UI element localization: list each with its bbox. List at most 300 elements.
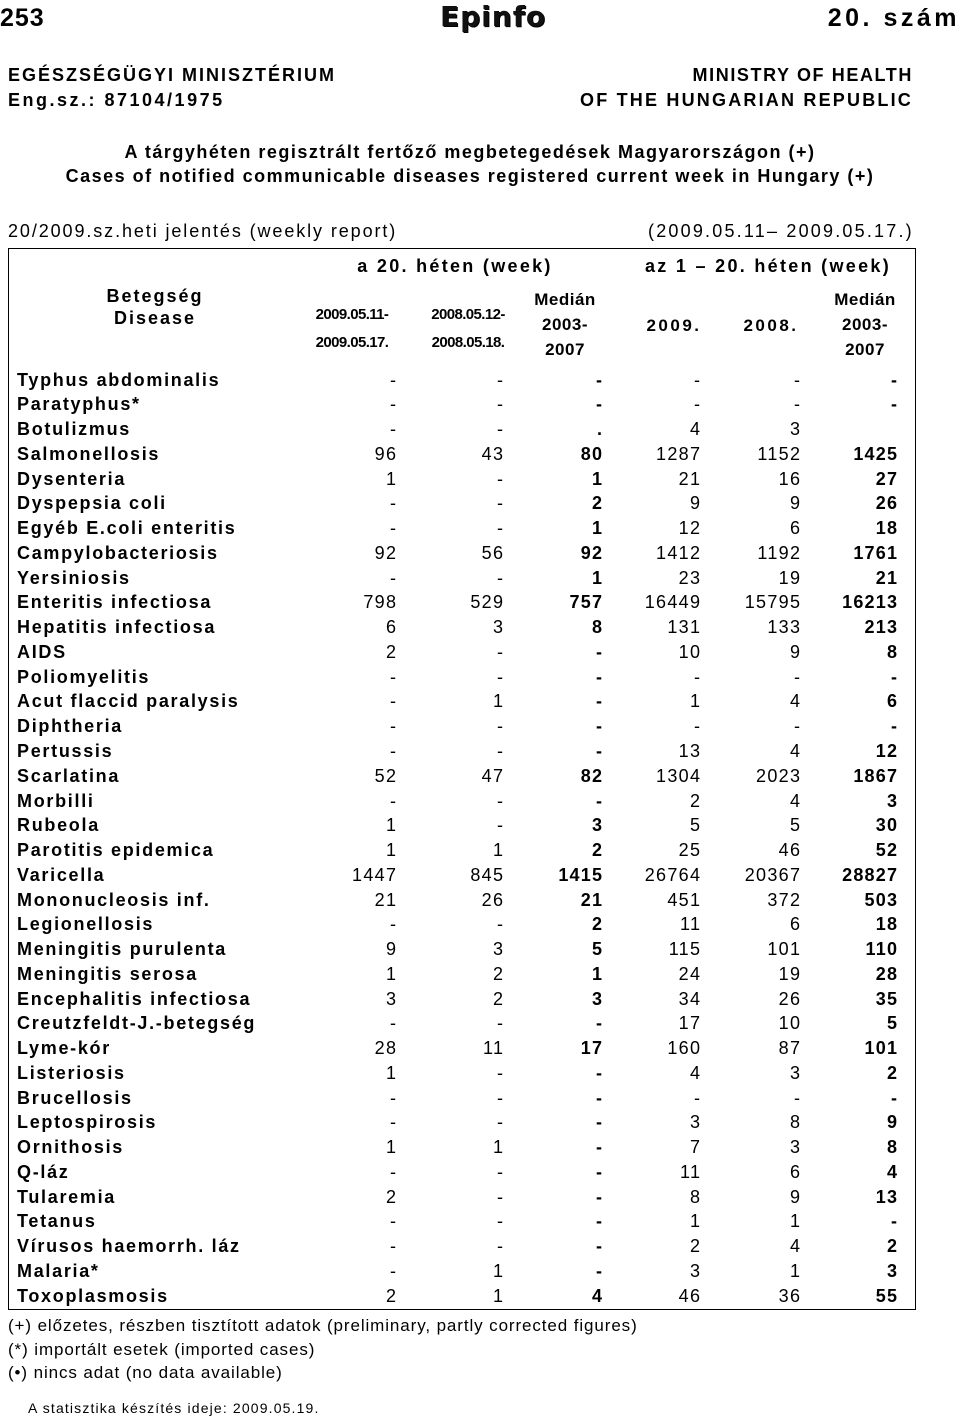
table-row bbox=[0, 962, 960, 987]
cases-week-2008-cell: - bbox=[497, 716, 505, 737]
cases-week-2008-cell: - bbox=[497, 1087, 505, 1108]
cases-cumulative-2009-cell: 11 bbox=[680, 1161, 702, 1182]
cases-week-2009-cell: 1 bbox=[385, 963, 398, 984]
median-cumulative-2003-2007-cell: 503 bbox=[864, 889, 899, 910]
issue-number: 20. szám bbox=[827, 4, 960, 32]
cases-week-2008-cell: 1 bbox=[492, 1285, 505, 1306]
median-cumulative-2003-2007-cell: 3 bbox=[886, 1260, 899, 1281]
median-cumulative-2003-2007-cell: 1867 bbox=[853, 765, 899, 786]
cases-cumulative-2008-cell: 87 bbox=[778, 1038, 802, 1059]
table-row bbox=[0, 417, 960, 442]
median-week-2003-2007-cell: 80 bbox=[580, 443, 604, 464]
disease-name: Dyspepsia coli bbox=[17, 493, 167, 514]
cases-week-2008-cell: 47 bbox=[481, 765, 505, 786]
cases-cumulative-2009-cell: 3 bbox=[689, 1260, 702, 1281]
disease-name: AIDS bbox=[17, 641, 67, 662]
cases-week-2009-cell: - bbox=[390, 914, 398, 935]
cases-cumulative-2008-cell: - bbox=[794, 369, 802, 390]
cases-week-2009-cell: - bbox=[390, 518, 398, 539]
table-row bbox=[0, 1160, 960, 1185]
median-cumulative-2003-2007-cell: 9 bbox=[886, 1112, 899, 1133]
cases-week-2008-cell: - bbox=[497, 666, 505, 687]
cases-week-2008-cell: - bbox=[497, 1236, 505, 1257]
cases-cumulative-2009-cell: - bbox=[694, 666, 702, 687]
median-week-2003-2007-cell: 5 bbox=[591, 939, 604, 960]
median-week-2003-2007-cell: - bbox=[595, 1112, 604, 1133]
disease-name: Typhus abdominalis bbox=[17, 369, 221, 390]
median-cumulative-2003-2007-cell: 16213 bbox=[842, 592, 899, 613]
cases-cumulative-2008-cell: 6 bbox=[789, 518, 802, 539]
cases-cumulative-2008-cell: 372 bbox=[767, 889, 802, 910]
median-week-2003-2007-cell: 3 bbox=[591, 815, 604, 836]
median-cumulative-2003-2007-cell: 52 bbox=[875, 840, 899, 861]
header-cumulative-median-from: 2003- bbox=[842, 315, 888, 334]
cases-cumulative-2008-cell: 1152 bbox=[757, 443, 802, 464]
disease-name: Hepatitis infectiosa bbox=[17, 617, 217, 638]
median-week-2003-2007-cell: 757 bbox=[569, 592, 604, 613]
cases-week-2009-cell: 6 bbox=[385, 617, 398, 638]
table-row bbox=[0, 789, 960, 814]
disease-name: Listeriosis bbox=[17, 1062, 126, 1083]
table-row bbox=[0, 392, 960, 417]
cases-cumulative-2009-cell: 25 bbox=[678, 840, 702, 861]
disease-name: Rubeola bbox=[17, 815, 100, 836]
median-cumulative-2003-2007-cell: - bbox=[890, 666, 899, 687]
median-week-2003-2007-cell: - bbox=[595, 369, 604, 390]
cases-week-2009-cell: - bbox=[390, 666, 398, 687]
median-cumulative-2003-2007-cell: 28 bbox=[875, 963, 899, 984]
disease-name: Tetanus bbox=[17, 1211, 97, 1232]
median-week-2003-2007-cell: - bbox=[595, 716, 604, 737]
cases-week-2009-cell: 2 bbox=[385, 1186, 398, 1207]
cases-cumulative-2008-cell: 26 bbox=[778, 988, 802, 1009]
cases-week-2008-cell: - bbox=[497, 394, 505, 415]
cases-week-2008-cell: 43 bbox=[481, 443, 505, 464]
cases-week-2008-cell: - bbox=[497, 1112, 505, 1133]
median-week-2003-2007-cell: - bbox=[595, 691, 604, 712]
disease-name: Meningitis purulenta bbox=[17, 939, 228, 960]
cases-cumulative-2009-cell: 2 bbox=[689, 1236, 702, 1257]
median-week-2003-2007-cell: 92 bbox=[580, 542, 604, 563]
median-week-2003-2007-cell: 17 bbox=[580, 1038, 604, 1059]
cases-week-2008-cell: 2 bbox=[492, 988, 505, 1009]
table-row bbox=[0, 467, 960, 492]
cases-week-2008-cell: 529 bbox=[470, 592, 505, 613]
median-week-2003-2007-cell: 1 bbox=[591, 963, 604, 984]
disease-name: Campylobacteriosis bbox=[17, 542, 219, 563]
cases-week-2009-cell: 1 bbox=[385, 840, 398, 861]
median-cumulative-2003-2007-cell: 3 bbox=[886, 790, 899, 811]
header-week-2008-end: 2008.05.18. bbox=[431, 334, 505, 351]
median-cumulative-2003-2007-cell: - bbox=[890, 1087, 899, 1108]
note-preliminary: (+) előzetes, részben tisztított adatok (preliminary, partly corrected figures) bbox=[8, 1316, 638, 1335]
epinfo-logo: Epinfo bbox=[440, 0, 547, 33]
cases-week-2009-cell: 21 bbox=[374, 889, 398, 910]
cases-week-2008-cell: 845 bbox=[470, 864, 505, 885]
cases-week-2008-cell: - bbox=[497, 1161, 505, 1182]
median-cumulative-2003-2007-cell: 13 bbox=[875, 1186, 899, 1207]
table-row bbox=[0, 937, 960, 962]
cases-week-2009-cell: 96 bbox=[374, 443, 398, 464]
cases-week-2009-cell: 9 bbox=[385, 939, 398, 960]
cases-cumulative-2009-cell: 1287 bbox=[656, 443, 702, 464]
table-row bbox=[0, 912, 960, 937]
cases-week-2009-cell: - bbox=[390, 716, 398, 737]
median-cumulative-2003-2007-cell: 101 bbox=[864, 1038, 899, 1059]
median-week-2003-2007-cell: - bbox=[595, 1062, 604, 1083]
cases-cumulative-2008-cell: 10 bbox=[778, 1013, 802, 1034]
disease-name: Dysenteria bbox=[17, 468, 127, 489]
cases-week-2009-cell: 1 bbox=[385, 815, 398, 836]
median-week-2003-2007-cell: 2 bbox=[591, 493, 604, 514]
cases-cumulative-2008-cell: 9 bbox=[789, 641, 802, 662]
median-week-2003-2007-cell: - bbox=[595, 1087, 604, 1108]
note-no-data: (•) nincs adat (no data available) bbox=[8, 1363, 283, 1382]
cases-cumulative-2009-cell: 160 bbox=[667, 1038, 702, 1059]
table-row bbox=[0, 714, 960, 739]
disease-name: Vírusos haemorrh. láz bbox=[17, 1236, 241, 1257]
median-cumulative-2003-2007-cell: - bbox=[890, 394, 899, 415]
median-week-2003-2007-cell: - bbox=[595, 1236, 604, 1257]
registration-number: Eng.sz.: 87104/1975 bbox=[8, 90, 225, 110]
median-cumulative-2003-2007-cell: 26 bbox=[875, 493, 899, 514]
report-period: (2009.05.11– 2009.05.17.) bbox=[648, 221, 914, 241]
cases-week-2009-cell: - bbox=[390, 419, 398, 440]
cases-cumulative-2008-cell: 1192 bbox=[757, 542, 802, 563]
disease-name: Diphtheria bbox=[17, 716, 124, 737]
table-row bbox=[0, 491, 960, 516]
disease-name: Enteritis infectiosa bbox=[17, 592, 213, 613]
median-cumulative-2003-2007-cell: 12 bbox=[875, 741, 899, 761]
median-cumulative-2003-2007-cell: 8 bbox=[886, 1137, 899, 1158]
cases-cumulative-2009-cell: 7 bbox=[689, 1137, 702, 1158]
table-row bbox=[0, 615, 960, 640]
cases-cumulative-2008-cell: 4 bbox=[789, 1236, 802, 1257]
disease-name: Encephalitis infectiosa bbox=[17, 988, 252, 1009]
cases-week-2009-cell: - bbox=[390, 1087, 398, 1108]
cases-cumulative-2008-cell: 8 bbox=[789, 1112, 802, 1133]
median-week-2003-2007-cell: - bbox=[595, 1161, 604, 1182]
ministry-name-hu: EGÉSZSÉGÜGYI MINISZTÉRIUM bbox=[8, 65, 337, 85]
table-row bbox=[0, 1135, 960, 1160]
cases-week-2009-cell: - bbox=[390, 369, 398, 390]
cases-cumulative-2009-cell: 1412 bbox=[656, 542, 702, 563]
cases-week-2009-cell: - bbox=[390, 1013, 398, 1034]
cases-cumulative-2009-cell: - bbox=[694, 716, 702, 737]
table-row bbox=[0, 888, 960, 913]
cases-week-2009-cell: - bbox=[390, 394, 398, 415]
cases-cumulative-2009-cell: 115 bbox=[668, 939, 702, 960]
page-number: 253 bbox=[0, 4, 45, 32]
median-cumulative-2003-2007-cell: 4 bbox=[886, 1161, 899, 1182]
cases-cumulative-2008-cell: 6 bbox=[789, 914, 802, 935]
cases-week-2008-cell: 26 bbox=[481, 889, 505, 910]
cases-cumulative-2009-cell: 13 bbox=[678, 741, 702, 761]
header-cumulative-median-to: 2007 bbox=[845, 340, 885, 359]
header-cumulative-median-label: Medián bbox=[834, 290, 896, 309]
cases-week-2008-cell: 2 bbox=[492, 963, 505, 984]
table-row bbox=[0, 665, 960, 690]
table-row bbox=[0, 1086, 960, 1111]
disease-name: Parotitis epidemica bbox=[17, 840, 215, 861]
header-week-2009-start: 2009.05.11- bbox=[315, 306, 389, 323]
cases-cumulative-2009-cell: 24 bbox=[678, 963, 702, 984]
disease-name: Malaria* bbox=[17, 1260, 100, 1281]
median-week-2003-2007-cell: 2 bbox=[591, 840, 604, 861]
disease-name: Brucellosis bbox=[17, 1087, 133, 1108]
cases-cumulative-2008-cell: - bbox=[794, 716, 802, 737]
disease-name: Leptospirosis bbox=[17, 1112, 158, 1133]
cases-cumulative-2008-cell: 20367 bbox=[744, 864, 802, 885]
cases-week-2009-cell: 1 bbox=[385, 1137, 398, 1158]
table-row bbox=[0, 764, 960, 789]
table-row bbox=[0, 1209, 960, 1234]
cases-cumulative-2008-cell: 19 bbox=[778, 963, 802, 984]
median-cumulative-2003-2007-cell: 18 bbox=[875, 518, 899, 539]
table-row bbox=[0, 590, 960, 615]
cases-week-2009-cell: 92 bbox=[374, 542, 398, 563]
cases-week-2009-cell: 28 bbox=[374, 1038, 398, 1059]
cases-week-2008-cell: - bbox=[497, 567, 505, 588]
cases-cumulative-2009-cell: 21 bbox=[678, 468, 702, 489]
cases-cumulative-2008-cell: 4 bbox=[789, 691, 802, 712]
cases-cumulative-2008-cell: 36 bbox=[778, 1285, 802, 1306]
cases-week-2008-cell: - bbox=[497, 1211, 505, 1232]
cases-cumulative-2009-cell: 12 bbox=[678, 518, 702, 539]
median-week-2003-2007-cell: 1 bbox=[591, 518, 604, 539]
table-row bbox=[0, 863, 960, 888]
header-cumulative-2009: 2009. bbox=[646, 316, 702, 335]
median-week-2003-2007-cell: - bbox=[595, 394, 604, 415]
header-week-median-to: 2007 bbox=[545, 340, 585, 359]
cases-cumulative-2008-cell: 9 bbox=[789, 493, 802, 514]
table-row bbox=[0, 1011, 960, 1036]
cases-week-2008-cell: - bbox=[497, 468, 505, 489]
table-row bbox=[0, 1234, 960, 1259]
table-row bbox=[0, 1284, 960, 1309]
median-week-2003-2007-cell: - bbox=[595, 1211, 604, 1232]
median-week-2003-2007-cell: - bbox=[595, 790, 604, 811]
median-cumulative-2003-2007-cell: 55 bbox=[875, 1285, 899, 1306]
median-week-2003-2007-cell: 1 bbox=[591, 567, 604, 588]
disease-name: Egyéb E.coli enteritis bbox=[17, 518, 237, 539]
cases-cumulative-2009-cell: 11 bbox=[680, 914, 702, 935]
header-week-2009-end: 2009.05.17. bbox=[315, 334, 389, 351]
disease-name: Paratyphus* bbox=[17, 394, 141, 415]
note-imported: (*) importált esetek (imported cases) bbox=[8, 1340, 316, 1359]
median-week-2003-2007-cell: - bbox=[595, 1013, 604, 1034]
median-week-2003-2007-cell: 4 bbox=[591, 1285, 604, 1306]
median-week-2003-2007-cell: 3 bbox=[591, 988, 604, 1009]
cases-week-2008-cell: - bbox=[497, 419, 505, 440]
median-week-2003-2007-cell: - bbox=[595, 666, 604, 687]
cases-week-2009-cell: 3 bbox=[385, 988, 398, 1009]
cases-cumulative-2009-cell: 3 bbox=[689, 1112, 702, 1133]
table-row bbox=[0, 838, 960, 863]
cases-week-2008-cell: - bbox=[497, 815, 505, 836]
table-row bbox=[0, 1185, 960, 1210]
median-cumulative-2003-2007-cell: - bbox=[890, 1211, 899, 1232]
median-cumulative-2003-2007-cell: 27 bbox=[875, 468, 899, 489]
cases-cumulative-2008-cell: 16 bbox=[778, 468, 802, 489]
disease-name: Legionellosis bbox=[17, 914, 155, 935]
cases-cumulative-2008-cell: 4 bbox=[789, 741, 802, 761]
cases-cumulative-2009-cell: 46 bbox=[678, 1285, 702, 1306]
disease-name: Lyme-kór bbox=[17, 1038, 111, 1059]
median-week-2003-2007-cell: - bbox=[595, 641, 604, 662]
median-cumulative-2003-2007-cell: 28827 bbox=[842, 864, 899, 885]
cases-week-2008-cell: - bbox=[497, 914, 505, 935]
median-cumulative-2003-2007-cell: 35 bbox=[875, 988, 899, 1009]
disease-name: Salmonellosis bbox=[17, 443, 161, 464]
cases-week-2008-cell: 1 bbox=[492, 691, 505, 712]
cases-week-2009-cell: - bbox=[390, 493, 398, 514]
disease-name: Creutzfeldt-J.-betegség bbox=[17, 1013, 257, 1034]
cases-cumulative-2009-cell: 1 bbox=[689, 691, 702, 712]
cases-cumulative-2008-cell: 1 bbox=[789, 1260, 802, 1281]
disease-name: Yersiniosis bbox=[17, 567, 131, 588]
cases-cumulative-2008-cell: - bbox=[794, 1087, 802, 1108]
cases-week-2009-cell: - bbox=[390, 1161, 398, 1182]
cases-cumulative-2008-cell: 15795 bbox=[744, 592, 802, 613]
disease-name: Poliomyelitis bbox=[17, 666, 151, 687]
cases-week-2008-cell: - bbox=[497, 369, 505, 390]
cases-week-2008-cell: 11 bbox=[483, 1038, 505, 1059]
cases-week-2008-cell: - bbox=[497, 741, 505, 761]
cases-week-2009-cell: - bbox=[390, 1112, 398, 1133]
disease-name: Q-láz bbox=[17, 1161, 70, 1182]
cases-week-2009-cell: - bbox=[390, 1260, 398, 1281]
cases-week-2009-cell: - bbox=[390, 1211, 398, 1232]
header-cumulative-weeks: az 1 – 20. héten (week) bbox=[645, 256, 891, 276]
cases-week-2008-cell: 1 bbox=[492, 1137, 505, 1158]
cases-week-2008-cell: 3 bbox=[492, 617, 505, 638]
median-week-2003-2007-cell: - bbox=[595, 741, 604, 761]
cases-week-2008-cell: - bbox=[497, 1062, 505, 1083]
table-row bbox=[0, 541, 960, 566]
cases-cumulative-2008-cell: 46 bbox=[778, 840, 802, 861]
cases-week-2008-cell: 56 bbox=[481, 542, 505, 563]
cases-cumulative-2009-cell: 1304 bbox=[656, 765, 702, 786]
disease-name: Toxoplasmosis bbox=[17, 1285, 169, 1306]
cases-week-2009-cell: 1447 bbox=[352, 864, 398, 885]
cases-cumulative-2009-cell: - bbox=[694, 394, 702, 415]
table-row bbox=[0, 640, 960, 665]
table-row bbox=[0, 813, 960, 838]
cases-cumulative-2009-cell: 4 bbox=[689, 419, 702, 440]
report-label: 20/2009.sz.heti jelentés (weekly report) bbox=[8, 221, 398, 241]
median-cumulative-2003-2007-cell: 2 bbox=[886, 1236, 899, 1257]
cases-cumulative-2009-cell: 451 bbox=[667, 889, 702, 910]
median-cumulative-2003-2007-cell: 18 bbox=[875, 914, 899, 935]
cases-week-2009-cell: 2 bbox=[385, 1285, 398, 1306]
cases-cumulative-2009-cell: 10 bbox=[678, 641, 702, 662]
cases-week-2008-cell: 1 bbox=[492, 840, 505, 861]
median-cumulative-2003-2007-cell: 6 bbox=[886, 691, 899, 712]
median-week-2003-2007-cell: 1 bbox=[591, 468, 604, 489]
cases-cumulative-2009-cell: 2 bbox=[689, 790, 702, 811]
median-cumulative-2003-2007-cell: 213 bbox=[864, 617, 899, 638]
cases-cumulative-2009-cell: - bbox=[694, 369, 702, 390]
disease-name: Varicella bbox=[17, 864, 106, 885]
cases-cumulative-2009-cell: 8 bbox=[689, 1186, 702, 1207]
median-week-2003-2007-cell: 8 bbox=[591, 617, 604, 638]
cases-cumulative-2008-cell: 3 bbox=[789, 1137, 802, 1158]
disease-name: Pertussis bbox=[17, 741, 114, 761]
median-week-2003-2007-cell: 1415 bbox=[558, 864, 604, 885]
header-week-median-label: Medián bbox=[534, 290, 596, 309]
table-row bbox=[0, 987, 960, 1012]
cases-cumulative-2009-cell: 34 bbox=[678, 988, 702, 1009]
cases-cumulative-2009-cell: - bbox=[694, 1087, 702, 1108]
cases-cumulative-2008-cell: - bbox=[794, 394, 802, 415]
disease-name: Botulizmus bbox=[17, 419, 131, 440]
median-cumulative-2003-2007-cell: 30 bbox=[875, 815, 899, 836]
cases-cumulative-2008-cell: 19 bbox=[778, 567, 802, 588]
median-cumulative-2003-2007-cell: 1761 bbox=[853, 542, 899, 563]
cases-cumulative-2008-cell: 133 bbox=[767, 617, 802, 638]
table-row bbox=[0, 1110, 960, 1135]
title-hungarian: A tárgyhéten regisztrált fertőző megbetegedések Magyarországon (+) bbox=[124, 142, 816, 162]
cases-cumulative-2009-cell: 1 bbox=[689, 1211, 702, 1232]
median-cumulative-2003-2007-cell: 5 bbox=[886, 1013, 899, 1034]
header-current-week: a 20. héten (week) bbox=[357, 256, 553, 276]
cases-cumulative-2009-cell: 131 bbox=[667, 617, 702, 638]
median-cumulative-2003-2007-cell: - bbox=[890, 369, 899, 390]
cases-week-2008-cell: - bbox=[497, 518, 505, 539]
header-week-2008-start: 2008.05.12- bbox=[431, 306, 505, 323]
cases-cumulative-2008-cell: 1 bbox=[789, 1211, 802, 1232]
cases-week-2009-cell: - bbox=[390, 1236, 398, 1257]
cases-week-2008-cell: 1 bbox=[492, 1260, 505, 1281]
cases-cumulative-2008-cell: 2023 bbox=[756, 765, 802, 786]
cases-week-2008-cell: - bbox=[497, 1013, 505, 1034]
cases-week-2008-cell: - bbox=[497, 493, 505, 514]
cases-week-2009-cell: - bbox=[390, 691, 398, 712]
cases-week-2008-cell: - bbox=[497, 1186, 505, 1207]
disease-name: Scarlatina bbox=[17, 765, 121, 786]
cases-cumulative-2009-cell: 9 bbox=[689, 493, 702, 514]
median-week-2003-2007-cell: . bbox=[596, 419, 604, 440]
cases-week-2009-cell: 52 bbox=[374, 765, 398, 786]
cases-cumulative-2008-cell: 3 bbox=[789, 1062, 802, 1083]
cases-week-2009-cell: 1 bbox=[385, 1062, 398, 1083]
table-row bbox=[0, 1259, 960, 1284]
cases-cumulative-2009-cell: 5 bbox=[689, 815, 702, 836]
table-row bbox=[0, 739, 960, 764]
table-row bbox=[0, 1061, 960, 1086]
median-week-2003-2007-cell: - bbox=[595, 1186, 604, 1207]
median-cumulative-2003-2007-cell: 8 bbox=[886, 641, 899, 662]
cases-week-2009-cell: - bbox=[390, 790, 398, 811]
ministry-name-en: MINISTRY OF HEALTH bbox=[692, 65, 913, 85]
cases-cumulative-2009-cell: 26764 bbox=[644, 864, 702, 885]
median-cumulative-2003-2007-cell: 21 bbox=[875, 567, 899, 588]
table-row bbox=[0, 442, 960, 467]
header-cumulative-2008: 2008. bbox=[743, 316, 799, 335]
cases-cumulative-2008-cell: 9 bbox=[789, 1186, 802, 1207]
disease-name: Meningitis serosa bbox=[17, 963, 198, 984]
median-week-2003-2007-cell: - bbox=[595, 1137, 604, 1158]
statistics-date: A statisztika készítés ideje: 2009.05.19. bbox=[28, 1400, 320, 1416]
cases-cumulative-2008-cell: 4 bbox=[789, 790, 802, 811]
cases-cumulative-2008-cell: 101 bbox=[767, 939, 802, 960]
cases-cumulative-2008-cell: - bbox=[794, 666, 802, 687]
median-week-2003-2007-cell: 21 bbox=[580, 889, 604, 910]
ministry-country-en: OF THE HUNGARIAN REPUBLIC bbox=[580, 90, 913, 110]
cases-cumulative-2008-cell: 3 bbox=[789, 419, 802, 440]
median-week-2003-2007-cell: 82 bbox=[580, 765, 604, 786]
